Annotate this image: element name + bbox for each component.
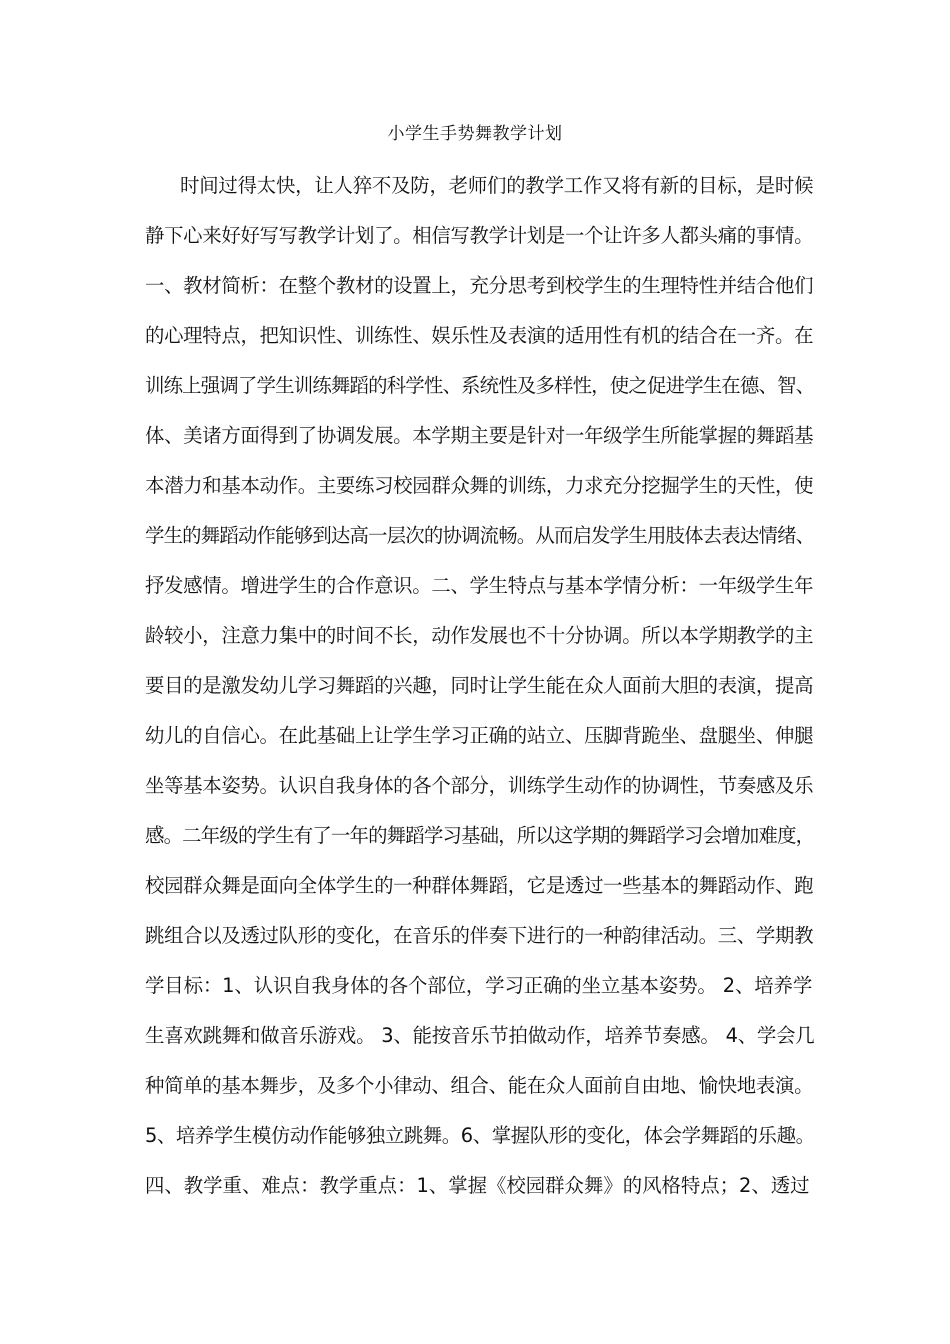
body-line: 要目的是激发幼儿学习舞蹈的兴趣，同时让学生能在众人面前大胆的表演，提高 [145, 674, 814, 697]
body-line: 坐等基本姿势。认识自我身体的各个部分，训练学生动作的协调性，节奏感及乐 [145, 774, 814, 797]
body-line: 5、培养学生模仿动作能够独立跳舞。6、掌握队形的变化，体会学舞蹈的乐趣。 [145, 1124, 815, 1147]
body-line: 训练上强调了学生训练舞蹈的科学性、系统性及多样性，使之促进学生在德、智、 [145, 374, 815, 397]
body-line: 的心理特点，把知识性、训练性、娱乐性及表演的适用性有机的结合在一齐。在 [145, 324, 814, 347]
document-title: 小学生手势舞教学计划 [387, 124, 563, 144]
body-line: 龄较小，注意力集中的时间不长，动作发展也不十分协调。所以本学期教学的主 [145, 624, 814, 647]
body-line: 感。二年级的学生有了一年的舞蹈学习基础，所以这学期的舞蹈学习会增加难度， [145, 824, 815, 847]
body-line: 校园群众舞是面向全体学生的一种群体舞蹈，它是透过一些基本的舞蹈动作、跑 [145, 874, 814, 897]
body-line: 本潜力和基本动作。主要练习校园群众舞的训练，力求充分挖掘学生的天性，使 [145, 474, 814, 497]
body-line: 四、教学重、难点：教学重点：1、掌握《校园群众舞》的风格特点；2、透过 [145, 1174, 810, 1197]
body-line: 一、教材简析：在整个教材的设置上，充分思考到校学生的生理特性并结合他们 [145, 274, 814, 297]
body-line: 体、美诸方面得到了协调发展。本学期主要是针对一年级学生所能掌握的舞蹈基 [145, 424, 814, 447]
body-line: 种简单的基本舞步，及多个小律动、组合、能在众人面前自由地、愉快地表演。 [145, 1074, 814, 1097]
body-line: 跳组合以及透过队形的变化，在音乐的伴奏下进行的一种韵律活动。三、学期教 [145, 924, 814, 947]
body-line: 幼儿的自信心。在此基础上让学生学习正确的站立、压脚背跪坐、盘腿坐、伸腿 [145, 724, 814, 747]
body-line: 生喜欢跳舞和做音乐游戏。 3、能按音乐节拍做动作，培养节奏感。 4、学会几 [145, 1024, 815, 1047]
body-line: 学目标：1、认识自我身体的各个部位，学习正确的坐立基本姿势。 2、培养学 [145, 974, 813, 997]
document-body [145, 170, 815, 1220]
body-line: 抒发感情。增进学生的合作意识。二、学生特点与基本学情分析：一年级学生年 [145, 574, 814, 597]
body-line: 学生的舞蹈动作能够到达高一层次的协调流畅。从而启发学生用肢体去表达情绪、 [145, 524, 815, 547]
body-line: 静下心来好好写写教学计划了。相信写教学计划是一个让许多人都头痛的事情。 [145, 224, 814, 247]
body-line: 时间过得太快，让人猝不及防，老师们的教学工作又将有新的目标，是时候 [180, 174, 814, 197]
